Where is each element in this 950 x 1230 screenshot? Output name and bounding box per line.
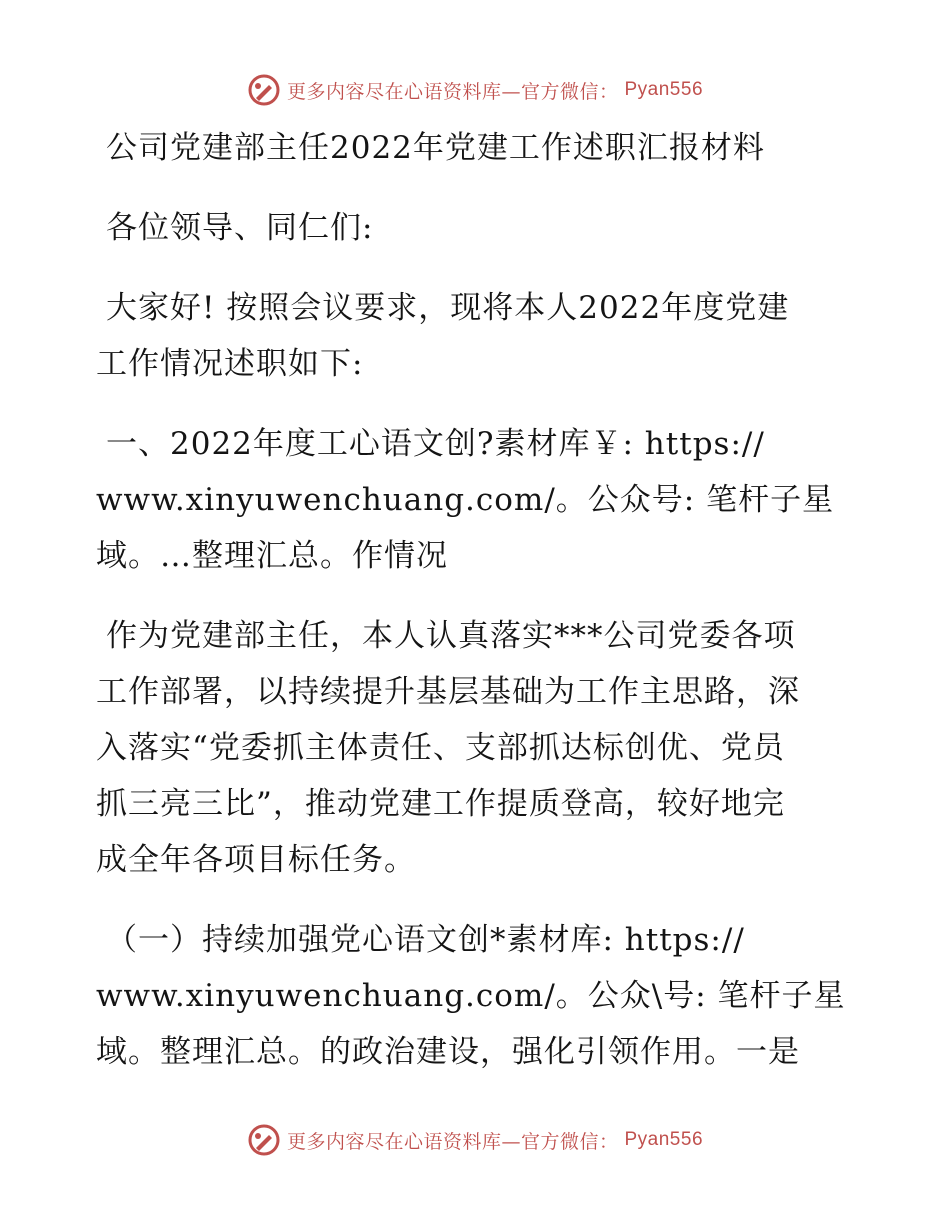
section-line: 域。…整理汇总。作情况 <box>96 538 448 574</box>
paragraph-line: 成全年各项目标任务。 <box>96 842 416 878</box>
subsection-line: 域。整理汇总。的政治建设，强化引领作用。一是 <box>96 1034 800 1070</box>
document-body <box>96 120 856 1080</box>
section-line: www.xinyuwenchuang.com/。公众号: 笔杆子星 <box>96 482 835 518</box>
intro-line: 工作情况述职如下: <box>96 346 364 382</box>
body-paragraph <box>96 608 856 888</box>
greeting: 各位领导、同仁们: <box>106 210 374 246</box>
intro-paragraph <box>96 280 856 392</box>
watermark-text: 更多内容尽在心语资料库—官方微信： <box>286 80 619 103</box>
paragraph-line: 抓三亮三比”，推动党建工作提质登高，较好地完 <box>96 786 785 822</box>
footer-watermark <box>0 1120 950 1160</box>
paragraph-line: 作为党建部主任，本人认真落实***公司党委各项 <box>106 618 796 654</box>
intro-line: 大家好! 按照会议要求，现将本人2022年度党建 <box>106 290 790 326</box>
subsection-line: （一）持续加强党心语文创*素材库: https:// <box>106 922 745 958</box>
section-heading-1 <box>96 416 856 584</box>
watermark-handle: Pyan556 <box>624 79 704 100</box>
section-line: 一、2022年度工心语文创?素材库￥: https:// <box>106 426 765 462</box>
subsection-heading-1 <box>96 912 856 1080</box>
page-title: 公司党建部主任2022年党建工作述职汇报材料 <box>106 130 765 166</box>
subsection-line: www.xinyuwenchuang.com/。公众\号: 笔杆子星 <box>96 978 846 1014</box>
paragraph-line: 入落实“党委抓主体责任、支部抓达标创优、党员 <box>96 730 785 766</box>
watermark-text: 更多内容尽在心语资料库—官方微信： <box>286 1130 619 1153</box>
paragraph-line: 工作部署，以持续提升基层基础为工作主思路，深 <box>96 674 800 710</box>
watermark-handle: Pyan556 <box>624 1129 704 1150</box>
header-watermark <box>0 70 950 110</box>
pen-seal-icon <box>247 73 281 107</box>
pen-seal-icon <box>247 1123 281 1157</box>
